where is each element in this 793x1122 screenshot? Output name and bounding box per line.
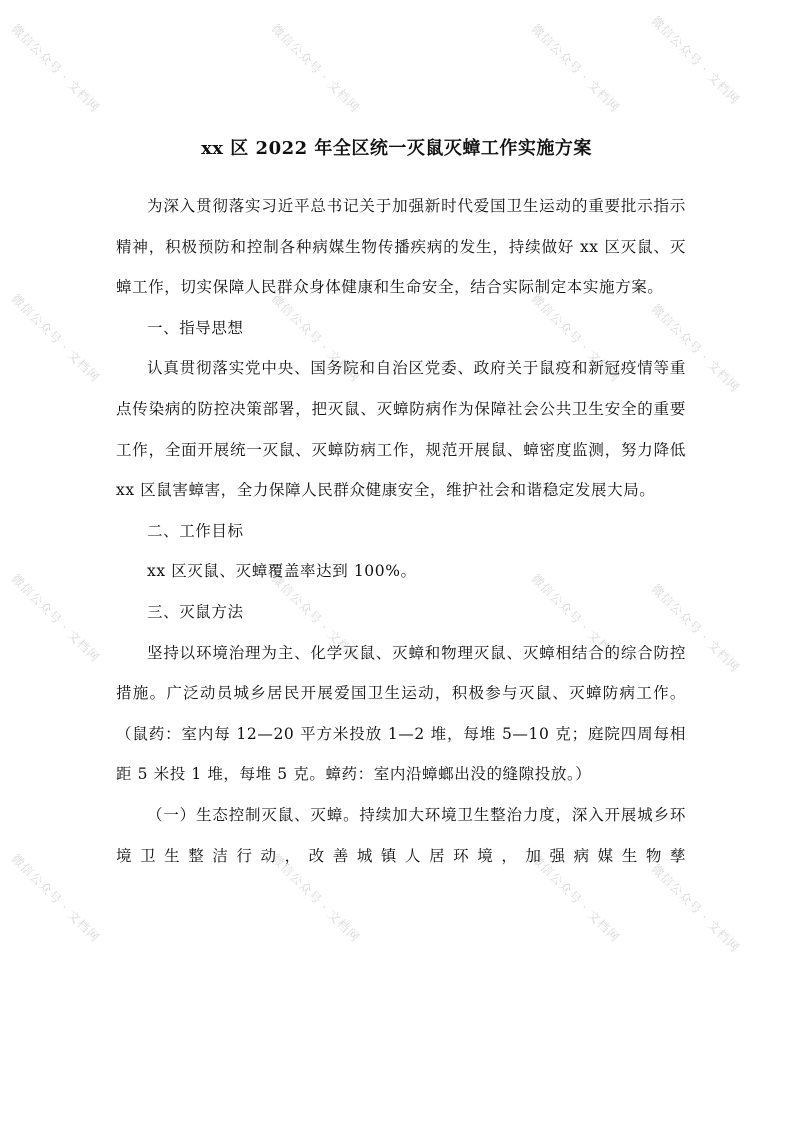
paragraph-ecological-control: （一）生态控制灭鼠、灭蟑。持续加大环境卫生整治力度，深入开展城乡环境卫生整洁行动，改善城镇人居环境，加强病媒生物孳 [116,805,686,865]
watermark: 微信公众号 · 文档网 [8,291,103,386]
watermark: 微信公众号 · 文档网 [268,571,363,666]
watermark: 微信公众号 · 文档网 [528,851,623,946]
document-title: xx 区 2022 年全区统一灭鼠灭蟑工作实施方案 [201,138,592,159]
heading-rodent-control-method: 三、灭鼠方法 [147,602,244,621]
watermark: 微信公众号 · 文档网 [528,571,623,666]
watermark: 微信公众号 · 文档网 [528,21,623,116]
watermark: 微信公众号 · 文档网 [8,21,103,116]
watermark: 微信公众号 · 文档网 [268,851,363,946]
paragraph-guiding-thought: 认真贯彻落实党中央、国务院和自治区党委、政府关于鼠疫和新冠疫情等重点传染病的防控决策部署，把灭鼠、灭蟑防病作为保障社会公共卫生安全的重要工作，全面开展统一灭鼠、灭蟑防病工作，规范开展鼠、蟑密度监测，努力降低 xx 区鼠害蟑害，全力保障人民群众健康安全，维护社会和谐稳定发展大局。 [116,359,686,500]
paragraph-rodent-control-method: 坚持以环境治理为主、化学灭鼠、灭蟑和物理灭鼠、灭蟑相结合的综合防控措施。广泛动员城乡居民开展爱国卫生运动，积极参与灭鼠、灭蟑防病工作。（鼠药：室内每 12—20 平方米投放 1—2 堆，每堆 5—10 克；庭院四周每相距 5 米投 1 堆，每堆 5 克。蟑药：室内沿蟑螂出没的缝隙投放。） [116,643,686,784]
paragraph-intro: 为深入贯彻落实习近平总书记关于加强新时代爱国卫生运动的重要批示指示精神，积极预防和控制各种病媒生物传播疾病的发生，持续做好 xx 区灭鼠、灭蟑工作，切实保障人民群众身体健康和生命安全，结合实际制定本实施方案。 [116,197,686,297]
watermark: 微信公众号 · 文档网 [648,861,743,956]
paragraph-work-goal: xx 区灭鼠、灭蟑覆盖率达到 100%。 [147,562,417,581]
watermark: 微信公众号 · 文档网 [648,581,743,676]
watermark: 微信公众号 · 文档网 [648,301,743,396]
watermark: 微信公众号 · 文档网 [8,851,103,946]
heading-guiding-thought: 一、指导思想 [147,318,244,337]
heading-work-goal: 二、工作目标 [147,521,244,540]
watermark: 微信公众号 · 文档网 [648,13,743,108]
watermark: 微信公众号 · 文档网 [528,291,623,386]
document-body [116,186,686,876]
watermark: 微信公众号 · 文档网 [268,291,363,386]
watermark: 微信公众号 · 文档网 [268,21,363,116]
watermark: 微信公众号 · 文档网 [8,571,103,666]
